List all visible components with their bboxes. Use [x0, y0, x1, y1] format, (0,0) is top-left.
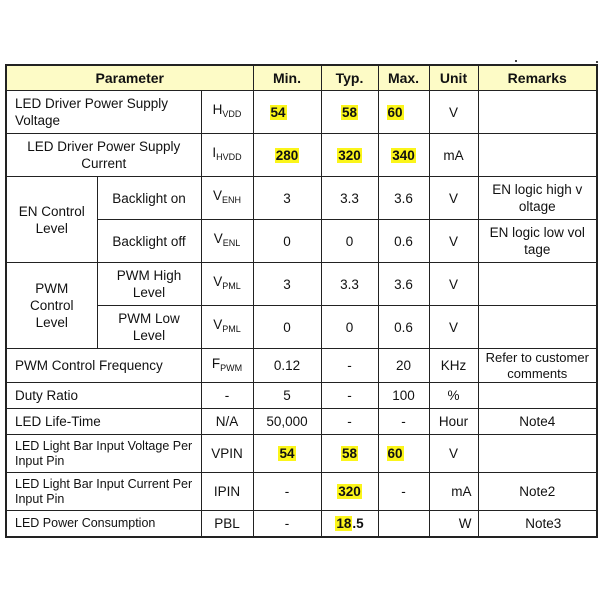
max-cell — [378, 511, 429, 537]
symbol-main: V — [213, 231, 223, 246]
remarks-cell — [478, 263, 597, 306]
electrical-spec-table — [5, 64, 598, 538]
max-cell — [378, 134, 429, 177]
symbol-cell: N/A — [201, 409, 253, 435]
typ-cell — [321, 435, 378, 473]
unit-cell: V — [429, 91, 478, 134]
table-row-ihvdd — [6, 134, 597, 177]
typ-cell: - — [321, 349, 378, 383]
min-cell: 3 — [253, 263, 321, 306]
typ-cell: 0 — [321, 220, 378, 263]
parameter-cell: PWM Control Frequency — [6, 349, 201, 383]
symbol-cell — [201, 263, 253, 306]
symbol-main: V — [213, 317, 223, 332]
unit-cell: Hour — [429, 409, 478, 435]
min-cell: 0.12 — [253, 349, 321, 383]
min-cell — [253, 435, 321, 473]
parameter-cell: LED Power Consumption — [6, 511, 201, 537]
max-cell: - — [378, 409, 429, 435]
remarks-cell: EN logic low vol tage — [478, 220, 597, 263]
max-cell: 3.6 — [378, 263, 429, 306]
min-cell: 0 — [253, 306, 321, 349]
symbol-main: F — [211, 355, 221, 371]
min-cell: 3 — [253, 177, 321, 220]
symbol-main: V — [213, 274, 223, 289]
typ-cell — [321, 91, 378, 134]
group-cell-pwm-control: PWM Control Level — [6, 263, 97, 349]
parameter-cell: Backlight off — [97, 220, 201, 263]
symbol-sub: PML — [222, 324, 241, 334]
symbol-cell: - — [201, 383, 253, 409]
typ-cell — [321, 511, 378, 537]
typ-cell: 0 — [321, 306, 378, 349]
typ-cell: - — [321, 383, 378, 409]
parameter-cell: LED Light Bar Input Current Per Input Pin — [6, 473, 201, 511]
max-cell: 0.6 — [378, 306, 429, 349]
header-typ: Typ. — [321, 65, 378, 91]
typ-cell — [321, 134, 378, 177]
symbol-cell: VPIN — [201, 435, 253, 473]
parameter-cell: PWM High Level — [97, 263, 201, 306]
max-cell: 100 — [378, 383, 429, 409]
max-cell — [378, 435, 429, 473]
unit-cell: mA — [429, 134, 478, 177]
table-row-duty — [6, 383, 597, 409]
highlighted-value: 58 — [341, 446, 358, 461]
parameter-cell: LED Life-Time — [6, 409, 201, 435]
remarks-cell — [478, 134, 597, 177]
symbol-sub: HVDD — [216, 152, 242, 162]
header-parameter: Parameter — [6, 65, 253, 91]
parameter-cell: LED Driver Power Supply Voltage — [6, 91, 201, 134]
max-cell — [378, 91, 429, 134]
highlighted-value: 280 — [275, 147, 299, 163]
symbol-main: V — [212, 188, 222, 203]
typ-cell: 3.3 — [321, 177, 378, 220]
parameter-cell: Duty Ratio — [6, 383, 201, 409]
min-cell — [253, 134, 321, 177]
parameter-cell: LED Light Bar Input Voltage Per Input Pin — [6, 435, 201, 473]
highlighted-value: 320 — [338, 484, 361, 499]
highlighted-value: 320 — [338, 147, 361, 163]
table-row-ipin — [6, 473, 597, 511]
unit-cell: V — [429, 263, 478, 306]
symbol-cell — [201, 349, 253, 383]
table-row-pbl — [6, 511, 597, 537]
parameter-cell: LED Driver Power Supply Current — [6, 134, 201, 177]
typ-cell: 3.3 — [321, 263, 378, 306]
symbol-cell — [201, 91, 253, 134]
symbol-sub: PWM — [220, 362, 243, 373]
symbol-cell: PBL — [201, 511, 253, 537]
unit-cell: mA — [429, 473, 478, 511]
table-row-hvdd — [6, 91, 597, 134]
max-cell: - — [378, 473, 429, 511]
unit-cell: % — [429, 383, 478, 409]
min-cell: 50,000 — [253, 409, 321, 435]
remarks-cell — [478, 91, 597, 134]
header-remarks: Remarks — [478, 65, 597, 91]
unit-cell: W — [429, 511, 478, 537]
symbol-main: I — [212, 145, 217, 160]
header-min: Min. — [253, 65, 321, 91]
symbol-cell — [201, 177, 253, 220]
remarks-cell — [478, 306, 597, 349]
parameter-cell: Backlight on — [97, 177, 201, 220]
unit-cell: V — [429, 435, 478, 473]
min-cell: 5 — [253, 383, 321, 409]
symbol-cell: IPIN — [201, 473, 253, 511]
remarks-cell — [478, 435, 597, 473]
table-row-fpwm — [6, 349, 597, 383]
symbol-sub: VDD — [222, 109, 242, 119]
highlighted-value: 60 — [387, 446, 403, 461]
remarks-cell: Refer to customer comments — [478, 349, 597, 383]
symbol-cell — [201, 134, 253, 177]
table-row-vpin — [6, 435, 597, 473]
remarks-cell: Note2 — [478, 473, 597, 511]
group-cell-en-control: EN Control Level — [6, 177, 97, 263]
symbol-sub: PML — [222, 281, 241, 291]
parameter-cell: PWM Low Level — [97, 306, 201, 349]
remarks-cell: EN logic high v oltage — [478, 177, 597, 220]
max-cell: 20 — [378, 349, 429, 383]
scan-mark — [596, 61, 598, 63]
max-cell: 3.6 — [378, 177, 429, 220]
symbol-cell — [201, 220, 253, 263]
highlighted-value: 54 — [279, 446, 295, 461]
min-cell: 0 — [253, 220, 321, 263]
unit-cell: V — [429, 177, 478, 220]
min-cell: - — [253, 473, 321, 511]
unit-cell: V — [429, 306, 478, 349]
highlighted-value: 340 — [392, 147, 415, 163]
highlighted-value: 54 — [270, 104, 286, 120]
highlighted-value: 60 — [387, 104, 403, 120]
max-cell: 0.6 — [378, 220, 429, 263]
symbol-main: H — [212, 102, 223, 117]
table-row-life — [6, 409, 597, 435]
min-cell — [253, 91, 321, 134]
table-row-pwm-high — [6, 263, 597, 306]
unit-cell: KHz — [429, 349, 478, 383]
value-remainder: .5 — [352, 515, 364, 531]
typ-cell: - — [321, 409, 378, 435]
unit-cell: V — [429, 220, 478, 263]
remarks-cell: Note4 — [478, 409, 597, 435]
symbol-sub: ENL — [222, 238, 241, 248]
symbol-cell — [201, 306, 253, 349]
remarks-cell: Note3 — [478, 511, 597, 537]
min-cell: - — [253, 511, 321, 537]
typ-cell — [321, 473, 378, 511]
symbol-sub: ENH — [222, 195, 242, 205]
highlighted-value: 18 — [336, 515, 352, 531]
table-row-enh — [6, 177, 597, 220]
scan-mark — [515, 60, 517, 62]
header-row — [6, 65, 597, 91]
header-unit: Unit — [429, 65, 478, 91]
header-max: Max. — [378, 65, 429, 91]
remarks-cell — [478, 383, 597, 409]
highlighted-value: 58 — [341, 104, 358, 120]
